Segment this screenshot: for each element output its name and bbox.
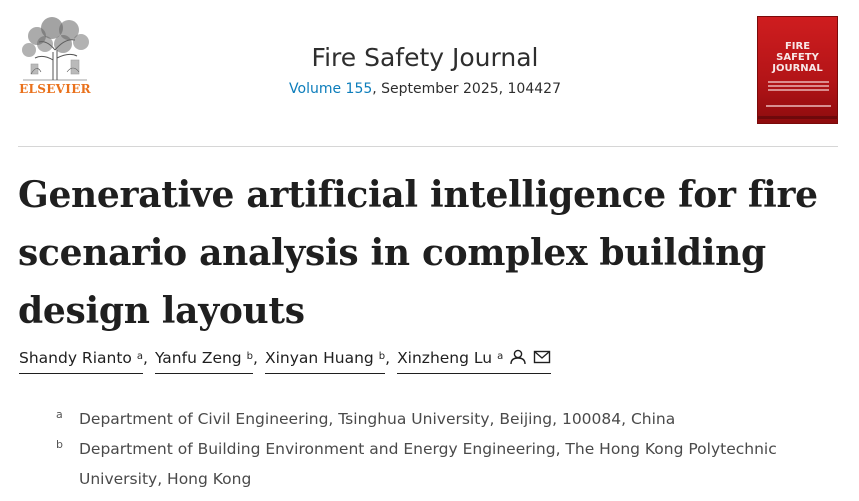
author-list	[19, 347, 551, 374]
author-separator: ,	[385, 349, 391, 367]
cover-title: FIRE SAFETY JOURNAL	[772, 41, 823, 74]
volume-link[interactable]: Volume 155	[289, 81, 373, 97]
author-link[interactable]	[19, 347, 143, 374]
author-name: Shandy Rianto	[19, 349, 132, 367]
author-link[interactable]	[155, 347, 253, 374]
issue-line	[240, 80, 610, 98]
journal-cover-thumbnail[interactable]	[757, 16, 838, 124]
author-separator: ,	[143, 349, 148, 367]
affiliation-item	[56, 434, 846, 494]
affiliation-text: Department of Building Environment and Energy Engineering, The Hong Kong Polytechnic University, Hong Kong	[79, 440, 777, 488]
affiliation-marker: a	[136, 351, 144, 362]
author-link-corresponding[interactable]	[397, 347, 551, 374]
affiliation-text: Department of Civil Engineering, Tsinghua University, Beijing, 100084, China	[79, 410, 676, 428]
cover-footer	[758, 116, 837, 119]
author-name: Xinyan Huang	[264, 349, 374, 367]
elsevier-tree-logo	[17, 14, 93, 82]
journal-title[interactable]: Fire Safety Journal	[311, 43, 539, 72]
journal-header	[240, 42, 610, 98]
person-icon	[509, 349, 527, 365]
affiliation-item	[56, 404, 846, 434]
issue-details: , September 2025, 104427	[372, 81, 561, 97]
author-name: Yanfu Zeng	[154, 349, 242, 367]
author-link[interactable]	[265, 347, 385, 374]
author-separator: ,	[253, 349, 258, 367]
cover-subtitle-lines	[768, 81, 829, 93]
affiliation-label: a	[56, 408, 63, 421]
publisher-wordmark: ELSEVIER	[19, 82, 91, 96]
affiliation-marker: a	[497, 351, 504, 362]
author-name: Xinzheng Lu	[397, 349, 493, 367]
affiliation-marker: b	[246, 351, 254, 362]
affiliation-label: b	[56, 438, 63, 451]
affiliations	[56, 404, 846, 494]
article-title: Generative artificial intelligence for fire scenario analysis in complex building design layouts	[18, 174, 818, 332]
affiliation-marker: b	[378, 351, 386, 362]
header-divider	[18, 146, 838, 147]
envelope-icon	[533, 349, 551, 365]
cover-rule	[766, 105, 831, 107]
